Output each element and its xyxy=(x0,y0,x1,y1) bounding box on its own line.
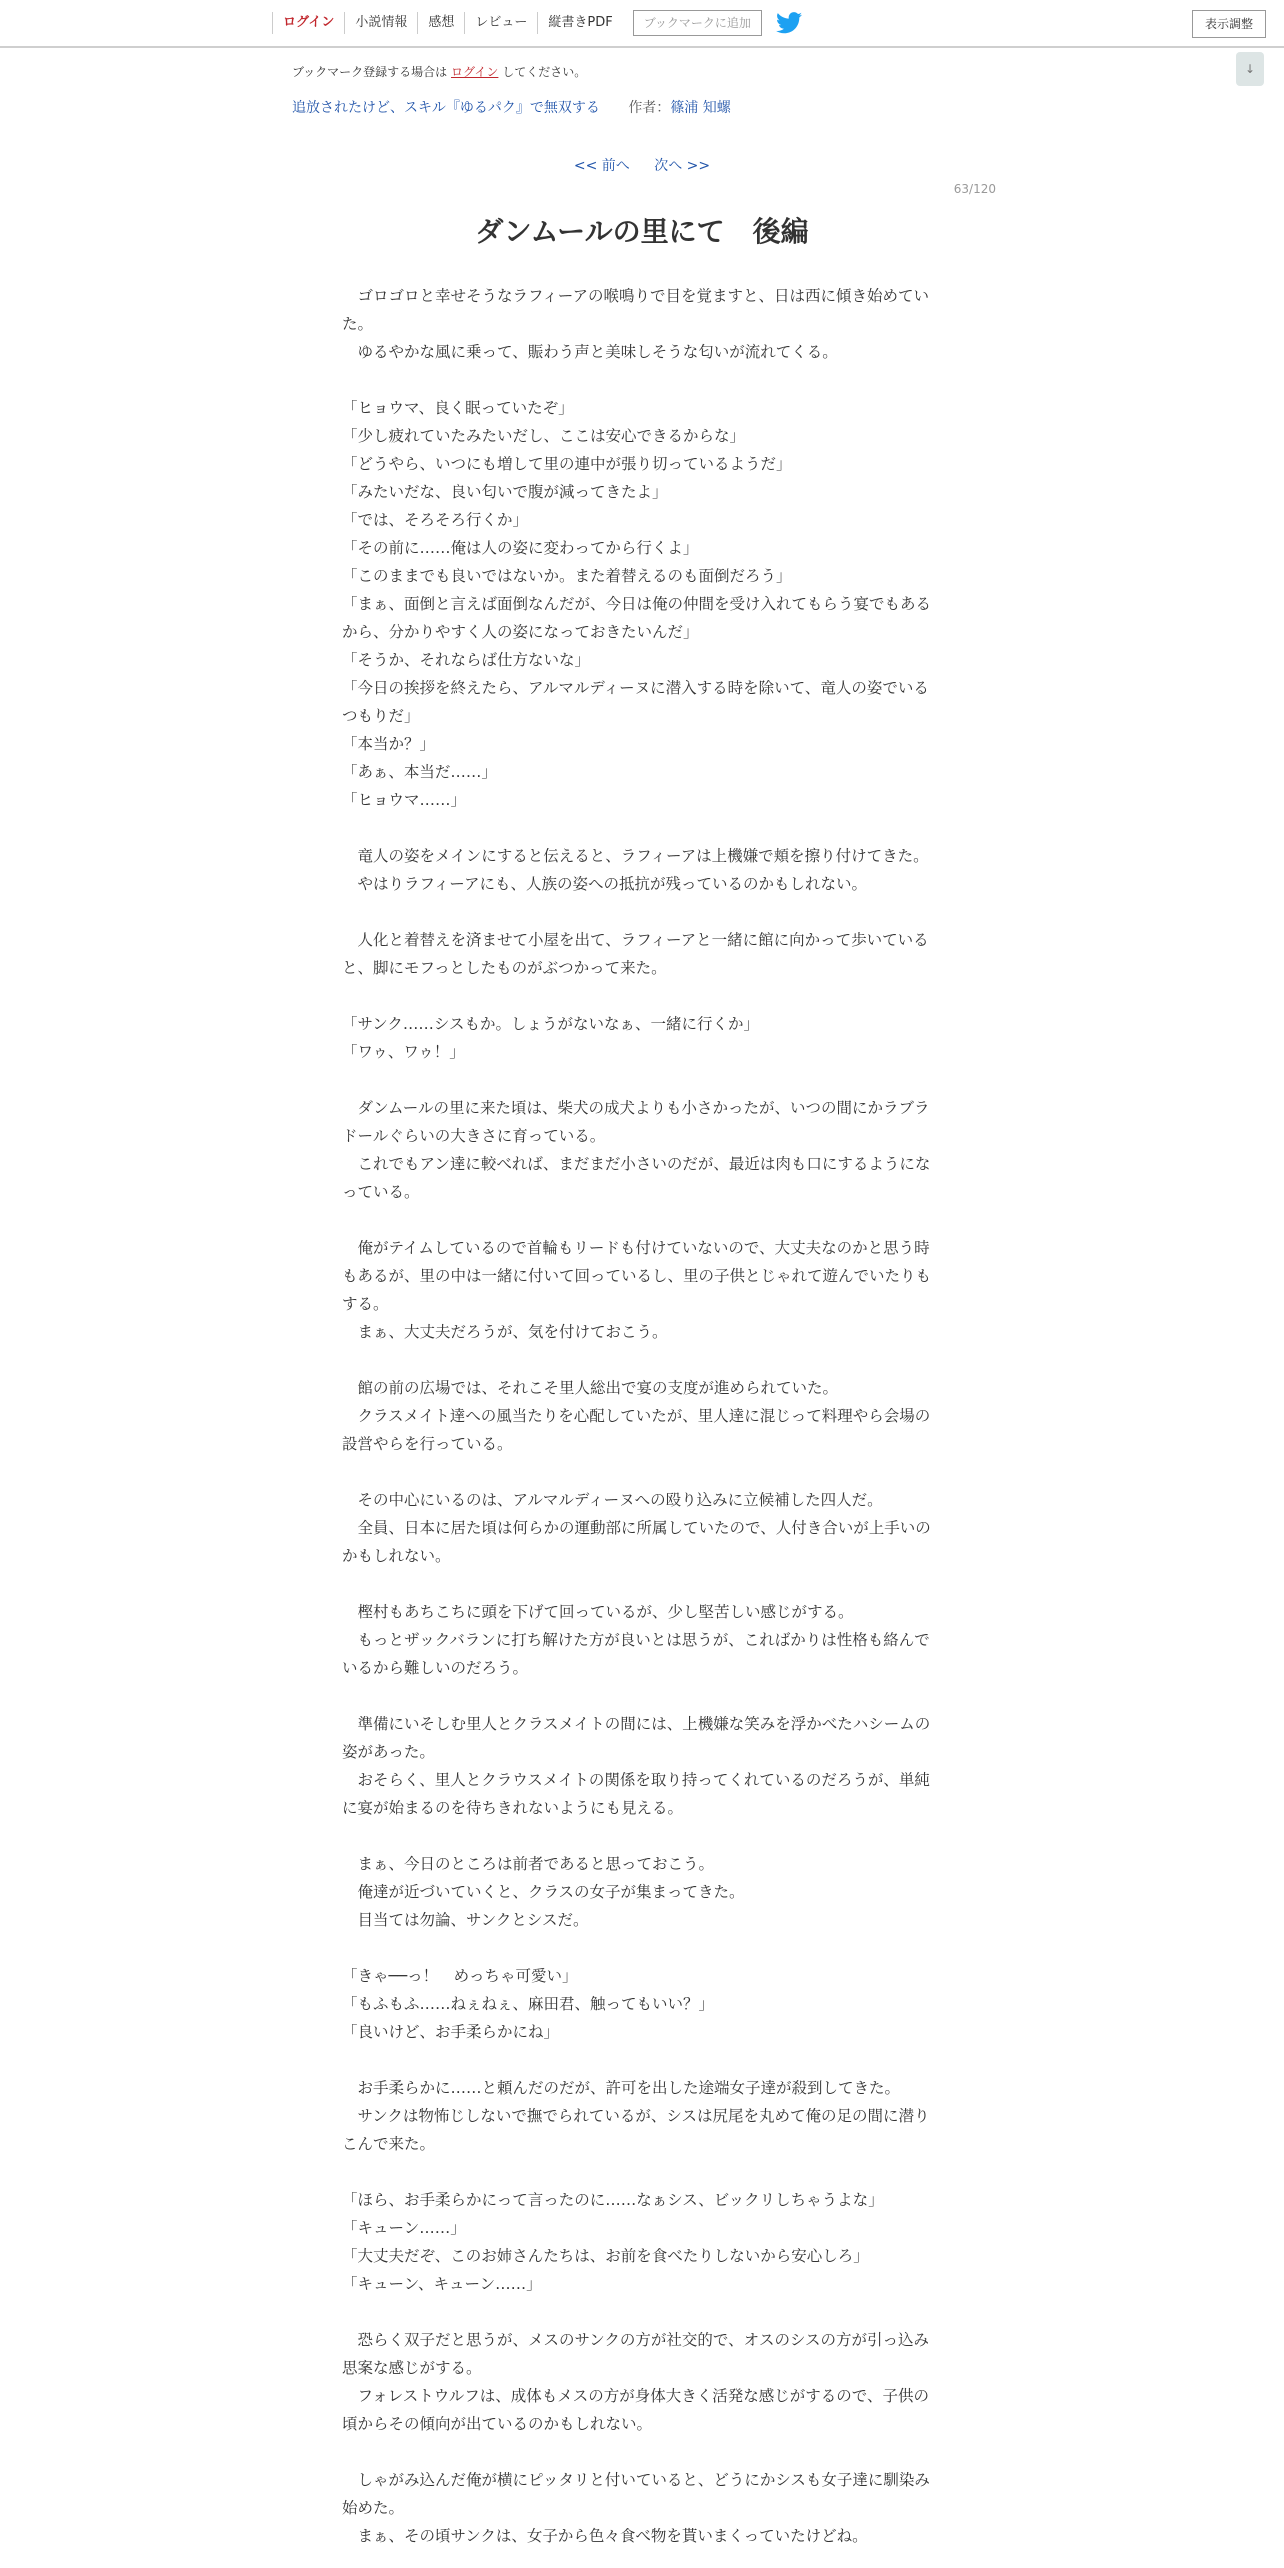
body-paragraph: これでもアン達に較べれば、まだまだ小さいのだが、最近は肉も口にするようになっている。 xyxy=(342,1155,931,1201)
body-paragraph: 「そうか、それならば仕方ないな」 xyxy=(342,651,591,669)
body-paragraph: 「このままでも良いではないか。また着替えるのも面倒だろう」 xyxy=(342,567,792,585)
blank-line xyxy=(342,1206,936,1234)
main-nav xyxy=(272,0,802,46)
body-paragraph: 「大丈夫だぞ、このお姉さんたちは、お前を食べたりしないから安心しろ」 xyxy=(342,2247,869,2265)
display-settings-button[interactable]: 表示調整 xyxy=(1192,10,1266,38)
add-bookmark-button[interactable]: ブックマークに追加 xyxy=(633,10,762,36)
blank-line xyxy=(342,366,936,394)
next-page-link[interactable]: 次へ >> xyxy=(654,158,711,174)
body-paragraph: 竜人の姿をメインにすると伝えると、ラフィーアは上機嫌で頬を擦り付けてきた。 xyxy=(342,847,929,865)
author-link[interactable]: 篠浦 知螺 xyxy=(670,100,731,116)
blank-line xyxy=(342,982,936,1010)
body-paragraph: まぁ、その頃サンクは、女子から色々食べ物を貰いまくっていたけどね。 xyxy=(342,2527,868,2545)
body-paragraph: 人化と着替えを済ませて小屋を出て、ラフィーアと一緒に館に向かって歩いていると、脚にモフっとしたものがぶつかって来た。 xyxy=(342,931,929,977)
body-paragraph: その中心にいるのは、アルマルディーヌへの殴り込みに立候補した四人だ。 xyxy=(342,1491,883,1509)
body-paragraph: サンクは物怖じしないで撫でられているが、シスは尻尾を丸めて俺の足の間に潜りこんで来た。 xyxy=(342,2107,930,2153)
blank-line xyxy=(342,2046,936,2074)
body-paragraph: 「ヒョウマ……」 xyxy=(342,791,467,809)
login-link[interactable]: ログイン xyxy=(272,12,344,34)
body-paragraph: 「では、そろそろ行くか」 xyxy=(342,511,529,529)
body-paragraph: 全員、日本に居た頃は何らかの運動部に所属していたので、人付き合いが上手いのかもしれない。 xyxy=(342,1519,931,1565)
blank-line xyxy=(342,1066,936,1094)
body-paragraph: 「ほら、お手柔らかにって言ったのに……なぁシス、ビックリしちゃうよな」 xyxy=(342,2191,884,2209)
blank-line xyxy=(342,2438,936,2466)
body-paragraph: 「ワゥ、ワゥ！」 xyxy=(342,1043,465,1061)
novel-info-link[interactable]: 小説情報 xyxy=(344,12,417,34)
body-paragraph: 目当ては勿論、サンクとシスだ。 xyxy=(342,1911,589,1929)
blank-line xyxy=(342,2158,936,2186)
blank-line xyxy=(342,1682,936,1710)
blank-line xyxy=(342,2298,936,2326)
body-paragraph: もっとザックバランに打ち解けた方が良いとは思うが、こればかりは性格も絡んでいるから難しいのだろう。 xyxy=(342,1631,930,1677)
body-paragraph: まぁ、今日のところは前者であると思っておこう。 xyxy=(342,1855,715,1873)
body-paragraph: おそらく、里人とクラウスメイトの関係を取り持ってくれているのだろうが、単純に宴が始まるのを待ちきれないようにも見える。 xyxy=(342,1771,930,1817)
blank-line xyxy=(342,1458,936,1486)
bookmark-notice-login-link[interactable]: ログイン xyxy=(451,65,499,79)
body-paragraph: 「サンク……シスもか。しょうがないなぁ、一緒に行くか」 xyxy=(342,1015,759,1033)
body-paragraph: ゴロゴロと幸せそうなラフィーアの喉鳴りで目を覚ますと、日は西に傾き始めていた。 xyxy=(342,287,929,333)
top-bar xyxy=(0,0,1284,48)
body-paragraph: 「みたいだな、良い匂いで腹が減ってきたよ」 xyxy=(342,483,668,501)
body-paragraph: 「キューン、キューン……」 xyxy=(342,2275,542,2293)
body-paragraph: フォレストウルフは、成体もメスの方が身体大きく活発な感じがするので、子供の頃からその傾向が出ているのかもしれない。 xyxy=(342,2387,929,2433)
blank-line xyxy=(342,1934,936,1962)
body-paragraph: 俺達が近づいていくと、クラスの女子が集まってきた。 xyxy=(342,1883,745,1901)
body-paragraph: やはりラフィーアにも、人族の姿への抵抗が残っているのかもしれない。 xyxy=(342,875,867,893)
body-paragraph: 恐らく双子だと思うが、メスのサンクの方が社交的で、オスのシスの方が引っ込み思案な感じがする。 xyxy=(342,2331,929,2377)
body-paragraph: 「良いけど、お手柔らかにね」 xyxy=(342,2023,560,2041)
vertical-pdf-link[interactable]: 縦書きPDF xyxy=(537,12,622,34)
impressions-link[interactable]: 感想 xyxy=(417,12,464,34)
bookmark-notice xyxy=(292,63,586,80)
body-paragraph: 「キューン……」 xyxy=(342,2219,466,2237)
twitter-icon[interactable] xyxy=(776,12,802,34)
blank-line xyxy=(342,1570,936,1598)
body-paragraph: 「きゃ──っ！ めっちゃ可愛い」 xyxy=(342,1967,578,1985)
body-paragraph: 「少し疲れていたみたいだし、ここは安心できるからな」 xyxy=(342,427,746,445)
body-paragraph: 館の前の広場では、それこそ里人総出で宴の支度が進められていた。 xyxy=(342,1379,839,1397)
novel-body xyxy=(342,282,936,2550)
page-number: 63/120 xyxy=(953,182,996,196)
bookmark-notice-prefix: ブックマーク登録する場合は xyxy=(292,65,448,79)
body-paragraph: クラスメイト達への風当たりを心配していたが、里人達に混じって料理やら会場の設営やらを行っている。 xyxy=(342,1407,931,1453)
body-paragraph: 「どうやら、いつにも増して里の連中が張り切っているようだ」 xyxy=(342,455,792,473)
blank-line xyxy=(342,1346,936,1374)
novel-header xyxy=(292,97,731,117)
body-paragraph: お手柔らかに……と頼んだのだが、許可を出した途端女子達が殺到してきた。 xyxy=(342,2079,901,2097)
chapter-title: ダンムールの里にて 後編 xyxy=(475,215,809,248)
body-paragraph: 俺がテイムしているので首輪もリードも付けていないので、大丈夫なのかと思う時もあるが、里の中は一緒に付いて回っているし、里の子供とじゃれて遊んでいたりもする。 xyxy=(342,1239,932,1313)
body-paragraph: 「ヒョウマ、良く眠っていたぞ」 xyxy=(342,399,574,417)
body-paragraph: 「本当か？」 xyxy=(342,735,436,753)
scroll-down-button[interactable]: ↓ xyxy=(1236,52,1264,86)
review-link[interactable]: レビュー xyxy=(464,12,537,34)
body-paragraph: まぁ、大丈夫だろうが、気を付けておこう。 xyxy=(342,1323,668,1341)
body-paragraph: しゃがみ込んだ俺が横にピッタリと付いていると、どうにかシスも女子達に馴染み始めた。 xyxy=(342,2471,930,2517)
body-paragraph: 樫村もあちこちに頭を下げて回っているが、少し堅苦しい感じがする。 xyxy=(342,1603,854,1621)
pager xyxy=(0,155,1284,175)
blank-line xyxy=(342,1822,936,1850)
blank-line xyxy=(342,814,936,842)
novel-title-link[interactable]: 追放されたけど、スキル『ゆるパク』で無双する xyxy=(292,100,600,116)
body-paragraph: 準備にいそしむ里人とクラスメイトの間には、上機嫌な笑みを浮かべたハシームの姿があった。 xyxy=(342,1715,931,1761)
body-paragraph: ダンムールの里に来た頃は、柴犬の成犬よりも小さかったが、いつの間にかラブラドールぐらいの大きさに育っている。 xyxy=(342,1099,930,1145)
body-paragraph: 「もふもふ……ねぇねぇ、麻田君、触ってもいい？」 xyxy=(342,1995,715,2013)
bookmark-notice-suffix: してください。 xyxy=(502,65,587,79)
body-paragraph: ゆるやかな風に乗って、賑わう声と美味しそうな匂いが流れてくる。 xyxy=(342,343,838,361)
body-paragraph: 「あぁ、本当だ……」 xyxy=(342,763,497,781)
prev-page-link[interactable]: << 前へ xyxy=(573,158,630,174)
body-paragraph: 「まぁ、面倒と言えば面倒なんだが、今日は俺の仲間を受け入れてもらう宴でもあるから、分かりやすく人の姿になっておきたいんだ」 xyxy=(342,595,932,641)
body-paragraph: 「その前に……俺は人の姿に変わってから行くよ」 xyxy=(342,539,699,557)
body-paragraph: 「今日の挨拶を終えたら、アルマルディーヌに潜入する時を除いて、竜人の姿でいるつもりだ」 xyxy=(342,679,929,725)
author-label: 作者： xyxy=(628,100,671,116)
blank-line xyxy=(342,898,936,926)
